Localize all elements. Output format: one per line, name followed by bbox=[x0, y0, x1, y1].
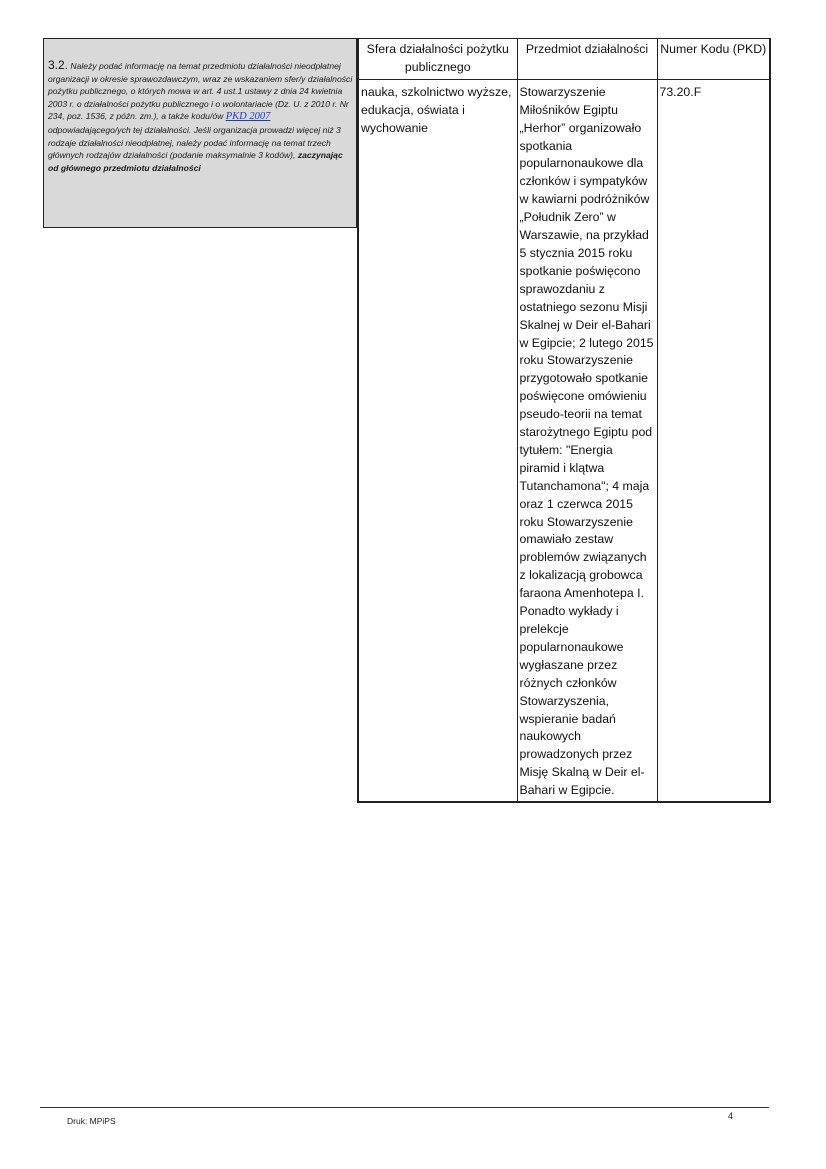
page-number: 4 bbox=[728, 1111, 734, 1121]
instruction-text-part1: Należy podać informację na temat przedmiotu działalności nieodpłatnej organizacji w okresie sprawozdawczym, wraz ze wskazaniem sfer/y działalności pożytku publicznego, o których mowa w art. 4 ust.1 ustawy z dnia 24 kwietnia 2003 r. o działalności pożytku publicznego i o wolontariacie (Dz. U. z 2010 r. Nr 234, poz. 1536, z późn. zm.), a także kodu/ów bbox=[48, 61, 353, 122]
footer-print-label: Druk: MPiPS bbox=[67, 1116, 116, 1126]
table-row bbox=[358, 79, 770, 802]
instruction-text-bold: zaczynając od głównego przedmiotu działalności bbox=[48, 150, 343, 173]
footer-divider bbox=[40, 1107, 769, 1108]
cell-kod: 73.20.F bbox=[657, 79, 770, 802]
instruction-text-part2: odpowiadającego/ych tej działalności. Jeśli organizacja prowadzi więcej niż 3 rodzaje działalności nieodpłatnej, należy podać informację na temat trzech głównych rodzajów działalności (podanie maksymalnie 3 kodów), bbox=[48, 124, 341, 161]
activity-table bbox=[357, 38, 771, 803]
pkd-2007-link[interactable]: PKD 2007 bbox=[225, 111, 271, 123]
header-przedmiot: Przedmiot działalności bbox=[517, 39, 657, 80]
header-kod: Numer Kodu (PKD) bbox=[657, 39, 770, 80]
section-number: 3.2. bbox=[48, 58, 69, 72]
instruction-box bbox=[43, 38, 357, 228]
cell-przedmiot: Stowarzyszenie Miłośników Egiptu „Herhor” organizowało spotkania popularnonaukowe dla członków i sympatyków w kawiarni podróżników „Południk Zero” w Warszawie, na przykład 5 stycznia 2015 roku spotkanie poświęcono sprawozdaniu z ostatniego sezonu Misji Skalnej w Deir el-Bahari w Egipcie; 2 lutego 2015 roku Stowarzyszenie przygotowało spotkanie poświęcone omówieniu pseudo-teorii na temat starożytnego Egiptu pod tytułem: "Energia piramid i klątwa Tutanchamona"; 4 maja oraz 1 czerwca 2015 roku Stowarzyszenie omawiało zestaw problemów związanych z lokalizacją grobowca faraona Amenhotepa I. Ponadto wykłady i prelekcje popularnonaukowe wygłaszane przez różnych członków Stowarzyszenia, wspieranie badań naukowych prowadzonych przez Misję Skalną w Deir el-Bahari w Egipcie. bbox=[517, 79, 657, 802]
table-header-row bbox=[358, 39, 770, 80]
cell-sfera: nauka, szkolnictwo wyższe, edukacja, oświata i wychowanie bbox=[358, 79, 517, 802]
header-sfera: Sfera działalności pożytku publicznego bbox=[358, 39, 517, 80]
